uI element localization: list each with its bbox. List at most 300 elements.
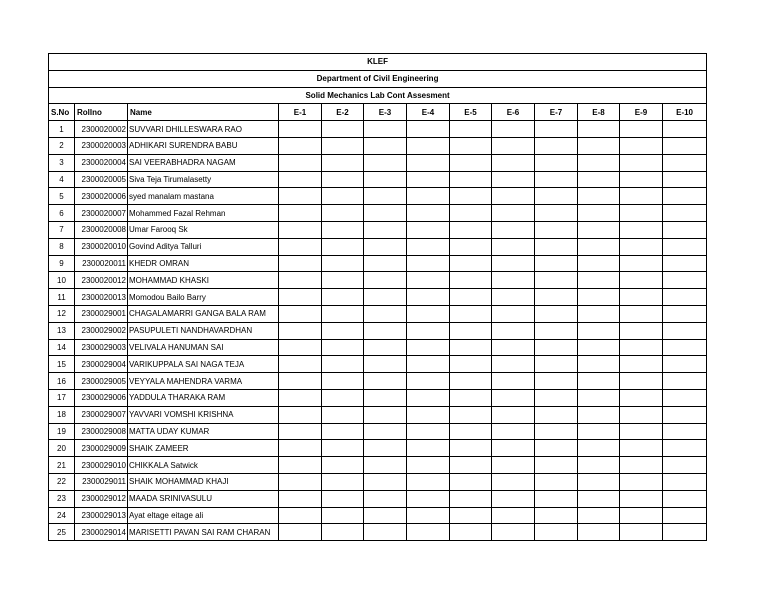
mark-cell[interactable] — [578, 507, 620, 524]
student-name-cell: MOHAMMAD KHASKI — [128, 272, 279, 289]
roll-number-cell: 2300029013 — [75, 507, 128, 524]
mark-cell[interactable] — [364, 188, 407, 205]
mark-cell[interactable] — [492, 154, 535, 171]
mark-cell[interactable] — [492, 406, 535, 423]
mark-cell[interactable] — [279, 221, 322, 238]
mark-cell[interactable] — [578, 255, 620, 272]
mark-cell[interactable] — [578, 339, 620, 356]
mark-cell[interactable] — [535, 356, 578, 373]
mark-cell[interactable] — [620, 171, 663, 188]
mark-cell[interactable] — [578, 238, 620, 255]
course-title: Solid Mechanics Lab Cont Assesment — [49, 87, 707, 104]
mark-cell[interactable] — [535, 524, 578, 541]
roll-number-cell: 2300020011 — [75, 255, 128, 272]
mark-cell[interactable] — [364, 457, 407, 474]
mark-cell[interactable] — [578, 171, 620, 188]
mark-cell[interactable] — [492, 473, 535, 490]
mark-cell[interactable] — [663, 137, 707, 154]
mark-cell[interactable] — [279, 188, 322, 205]
column-header-experiment: E-8 — [578, 104, 620, 121]
mark-cell[interactable] — [407, 356, 450, 373]
mark-cell[interactable] — [620, 137, 663, 154]
department-title: Department of Civil Engineering — [49, 70, 707, 87]
mark-cell[interactable] — [578, 389, 620, 406]
mark-cell[interactable] — [364, 406, 407, 423]
mark-cell[interactable] — [450, 524, 492, 541]
mark-cell[interactable] — [663, 423, 707, 440]
mark-cell[interactable] — [364, 221, 407, 238]
mark-cell[interactable] — [407, 305, 450, 322]
mark-cell[interactable] — [578, 457, 620, 474]
mark-cell[interactable] — [620, 305, 663, 322]
mark-cell[interactable] — [279, 289, 322, 306]
mark-cell[interactable] — [620, 373, 663, 390]
mark-cell[interactable] — [620, 473, 663, 490]
roll-number-cell: 2300029003 — [75, 339, 128, 356]
mark-cell[interactable] — [492, 238, 535, 255]
mark-cell[interactable] — [663, 221, 707, 238]
roll-number-cell: 2300029005 — [75, 373, 128, 390]
mark-cell[interactable] — [578, 272, 620, 289]
mark-cell[interactable] — [279, 423, 322, 440]
mark-cell[interactable] — [364, 137, 407, 154]
table-row — [49, 221, 707, 238]
mark-cell[interactable] — [322, 524, 364, 541]
mark-cell[interactable] — [407, 507, 450, 524]
mark-cell[interactable] — [620, 121, 663, 138]
roll-number-cell: 2300029008 — [75, 423, 128, 440]
mark-cell[interactable] — [364, 524, 407, 541]
mark-cell[interactable] — [450, 457, 492, 474]
mark-cell[interactable] — [663, 121, 707, 138]
mark-cell[interactable] — [663, 171, 707, 188]
mark-cell[interactable] — [578, 356, 620, 373]
mark-cell[interactable] — [279, 373, 322, 390]
serial-number-cell: 24 — [49, 507, 75, 524]
mark-cell[interactable] — [450, 238, 492, 255]
mark-cell[interactable] — [279, 507, 322, 524]
student-name-cell: YAVVARI VOMSHI KRISHNA — [128, 406, 279, 423]
mark-cell[interactable] — [322, 356, 364, 373]
mark-cell[interactable] — [663, 238, 707, 255]
column-header-experiment: E-9 — [620, 104, 663, 121]
mark-cell[interactable] — [450, 356, 492, 373]
mark-cell[interactable] — [364, 507, 407, 524]
mark-cell[interactable] — [492, 137, 535, 154]
mark-cell[interactable] — [322, 322, 364, 339]
mark-cell[interactable] — [620, 507, 663, 524]
mark-cell[interactable] — [407, 524, 450, 541]
mark-cell[interactable] — [322, 373, 364, 390]
mark-cell[interactable] — [450, 507, 492, 524]
mark-cell[interactable] — [663, 389, 707, 406]
mark-cell[interactable] — [279, 490, 322, 507]
mark-cell[interactable] — [620, 457, 663, 474]
mark-cell[interactable] — [535, 507, 578, 524]
mark-cell[interactable] — [492, 188, 535, 205]
mark-cell[interactable] — [663, 322, 707, 339]
mark-cell[interactable] — [407, 406, 450, 423]
mark-cell[interactable] — [578, 423, 620, 440]
mark-cell[interactable] — [535, 322, 578, 339]
mark-cell[interactable] — [492, 339, 535, 356]
mark-cell[interactable] — [663, 305, 707, 322]
mark-cell[interactable] — [407, 154, 450, 171]
table-row — [49, 406, 707, 423]
mark-cell[interactable] — [620, 188, 663, 205]
mark-cell[interactable] — [535, 272, 578, 289]
mark-cell[interactable] — [322, 389, 364, 406]
mark-cell[interactable] — [450, 154, 492, 171]
mark-cell[interactable] — [407, 255, 450, 272]
mark-cell[interactable] — [620, 440, 663, 457]
mark-cell[interactable] — [279, 255, 322, 272]
mark-cell[interactable] — [578, 305, 620, 322]
mark-cell[interactable] — [407, 389, 450, 406]
mark-cell[interactable] — [578, 406, 620, 423]
mark-cell[interactable] — [279, 205, 322, 222]
mark-cell[interactable] — [364, 305, 407, 322]
mark-cell[interactable] — [407, 339, 450, 356]
mark-cell[interactable] — [620, 272, 663, 289]
mark-cell[interactable] — [279, 272, 322, 289]
mark-cell[interactable] — [578, 137, 620, 154]
mark-cell[interactable] — [279, 238, 322, 255]
mark-cell[interactable] — [492, 221, 535, 238]
mark-cell[interactable] — [364, 121, 407, 138]
mark-cell[interactable] — [407, 121, 450, 138]
mark-cell[interactable] — [450, 423, 492, 440]
mark-cell[interactable] — [535, 305, 578, 322]
mark-cell[interactable] — [279, 473, 322, 490]
mark-cell[interactable] — [535, 238, 578, 255]
mark-cell[interactable] — [279, 154, 322, 171]
mark-cell[interactable] — [407, 490, 450, 507]
mark-cell[interactable] — [492, 255, 535, 272]
mark-cell[interactable] — [492, 356, 535, 373]
mark-cell[interactable] — [535, 289, 578, 306]
mark-cell[interactable] — [492, 205, 535, 222]
mark-cell[interactable] — [450, 440, 492, 457]
mark-cell[interactable] — [364, 373, 407, 390]
mark-cell[interactable] — [535, 121, 578, 138]
student-name-cell: Momodou Bailo Barry — [128, 289, 279, 306]
mark-cell[interactable] — [407, 423, 450, 440]
mark-cell[interactable] — [279, 406, 322, 423]
mark-cell[interactable] — [279, 457, 322, 474]
mark-cell[interactable] — [578, 154, 620, 171]
mark-cell[interactable] — [663, 473, 707, 490]
mark-cell[interactable] — [535, 137, 578, 154]
mark-cell[interactable] — [407, 137, 450, 154]
table-row — [49, 272, 707, 289]
mark-cell[interactable] — [407, 473, 450, 490]
mark-cell[interactable] — [322, 154, 364, 171]
mark-cell[interactable] — [450, 255, 492, 272]
mark-cell[interactable] — [535, 154, 578, 171]
table-row — [49, 423, 707, 440]
mark-cell[interactable] — [322, 255, 364, 272]
mark-cell[interactable] — [535, 473, 578, 490]
mark-cell[interactable] — [663, 490, 707, 507]
mark-cell[interactable] — [663, 188, 707, 205]
column-header-experiment: E-5 — [450, 104, 492, 121]
mark-cell[interactable] — [578, 289, 620, 306]
mark-cell[interactable] — [450, 121, 492, 138]
student-name-cell: Ayat eltage eitage ali — [128, 507, 279, 524]
mark-cell[interactable] — [578, 121, 620, 138]
mark-cell[interactable] — [620, 238, 663, 255]
roll-number-cell: 2300029001 — [75, 305, 128, 322]
mark-cell[interactable] — [322, 188, 364, 205]
mark-cell[interactable] — [279, 305, 322, 322]
mark-cell[interactable] — [578, 473, 620, 490]
mark-cell[interactable] — [322, 457, 364, 474]
mark-cell[interactable] — [535, 457, 578, 474]
mark-cell[interactable] — [364, 238, 407, 255]
assessment-sheet — [48, 53, 707, 541]
mark-cell[interactable] — [322, 507, 364, 524]
table-row — [49, 305, 707, 322]
mark-cell[interactable] — [450, 322, 492, 339]
serial-number-cell: 12 — [49, 305, 75, 322]
mark-cell[interactable] — [492, 373, 535, 390]
mark-cell[interactable] — [322, 137, 364, 154]
mark-cell[interactable] — [492, 289, 535, 306]
mark-cell[interactable] — [364, 154, 407, 171]
mark-cell[interactable] — [450, 221, 492, 238]
mark-cell[interactable] — [535, 440, 578, 457]
mark-cell[interactable] — [322, 289, 364, 306]
mark-cell[interactable] — [322, 406, 364, 423]
mark-cell[interactable] — [492, 171, 535, 188]
mark-cell[interactable] — [450, 389, 492, 406]
mark-cell[interactable] — [364, 473, 407, 490]
mark-cell[interactable] — [578, 322, 620, 339]
mark-cell[interactable] — [322, 238, 364, 255]
mark-cell[interactable] — [535, 490, 578, 507]
mark-cell[interactable] — [663, 457, 707, 474]
mark-cell[interactable] — [620, 423, 663, 440]
mark-cell[interactable] — [407, 373, 450, 390]
mark-cell[interactable] — [663, 373, 707, 390]
mark-cell[interactable] — [322, 221, 364, 238]
mark-cell[interactable] — [450, 339, 492, 356]
mark-cell[interactable] — [620, 289, 663, 306]
mark-cell[interactable] — [322, 305, 364, 322]
serial-number-cell: 8 — [49, 238, 75, 255]
mark-cell[interactable] — [364, 255, 407, 272]
mark-cell[interactable] — [279, 171, 322, 188]
mark-cell[interactable] — [407, 322, 450, 339]
mark-cell[interactable] — [322, 423, 364, 440]
mark-cell[interactable] — [450, 406, 492, 423]
student-name-cell: syed manalam mastana — [128, 188, 279, 205]
mark-cell[interactable] — [535, 171, 578, 188]
roll-number-cell: 2300029007 — [75, 406, 128, 423]
table-row — [49, 137, 707, 154]
mark-cell[interactable] — [364, 490, 407, 507]
mark-cell[interactable] — [322, 205, 364, 222]
mark-cell[interactable] — [492, 389, 535, 406]
mark-cell[interactable] — [663, 440, 707, 457]
serial-number-cell: 6 — [49, 205, 75, 222]
mark-cell[interactable] — [279, 356, 322, 373]
mark-cell[interactable] — [364, 322, 407, 339]
mark-cell[interactable] — [578, 490, 620, 507]
mark-cell[interactable] — [578, 205, 620, 222]
student-name-cell: MAADA SRINIVASULU — [128, 490, 279, 507]
table-row — [49, 356, 707, 373]
mark-cell[interactable] — [620, 221, 663, 238]
mark-cell[interactable] — [407, 171, 450, 188]
mark-cell[interactable] — [663, 507, 707, 524]
mark-cell[interactable] — [535, 255, 578, 272]
mark-cell[interactable] — [492, 423, 535, 440]
mark-cell[interactable] — [450, 473, 492, 490]
mark-cell[interactable] — [535, 389, 578, 406]
mark-cell[interactable] — [407, 289, 450, 306]
mark-cell[interactable] — [620, 524, 663, 541]
mark-cell[interactable] — [279, 322, 322, 339]
student-name-cell: SAI VEERABHADRA NAGAM — [128, 154, 279, 171]
column-header-experiment: E-4 — [407, 104, 450, 121]
mark-cell[interactable] — [322, 440, 364, 457]
serial-number-cell: 4 — [49, 171, 75, 188]
student-name-cell: VARIKUPPALA SAI NAGA TEJA — [128, 356, 279, 373]
mark-cell[interactable] — [578, 373, 620, 390]
mark-cell[interactable] — [364, 389, 407, 406]
roll-number-cell: 2300029014 — [75, 524, 128, 541]
mark-cell[interactable] — [450, 490, 492, 507]
mark-cell[interactable] — [578, 221, 620, 238]
roll-number-cell: 2300029002 — [75, 322, 128, 339]
mark-cell[interactable] — [663, 524, 707, 541]
mark-cell[interactable] — [407, 457, 450, 474]
mark-cell[interactable] — [407, 238, 450, 255]
mark-cell[interactable] — [279, 121, 322, 138]
mark-cell[interactable] — [322, 473, 364, 490]
roll-number-cell: 2300020002 — [75, 121, 128, 138]
mark-cell[interactable] — [663, 205, 707, 222]
column-header-rollno: Rollno — [75, 104, 128, 121]
mark-cell[interactable] — [322, 490, 364, 507]
mark-cell[interactable] — [620, 322, 663, 339]
mark-cell[interactable] — [492, 440, 535, 457]
mark-cell[interactable] — [535, 373, 578, 390]
mark-cell[interactable] — [492, 322, 535, 339]
mark-cell[interactable] — [450, 272, 492, 289]
mark-cell[interactable] — [535, 221, 578, 238]
mark-cell[interactable] — [279, 389, 322, 406]
mark-cell[interactable] — [407, 188, 450, 205]
roll-number-cell: 2300029011 — [75, 473, 128, 490]
mark-cell[interactable] — [279, 440, 322, 457]
mark-cell[interactable] — [663, 356, 707, 373]
mark-cell[interactable] — [279, 137, 322, 154]
mark-cell[interactable] — [663, 339, 707, 356]
table-row — [49, 473, 707, 490]
mark-cell[interactable] — [322, 272, 364, 289]
mark-cell[interactable] — [578, 440, 620, 457]
mark-cell[interactable] — [450, 137, 492, 154]
mark-cell[interactable] — [578, 524, 620, 541]
serial-number-cell: 10 — [49, 272, 75, 289]
mark-cell[interactable] — [620, 339, 663, 356]
mark-cell[interactable] — [535, 188, 578, 205]
mark-cell[interactable] — [492, 305, 535, 322]
mark-cell[interactable] — [663, 289, 707, 306]
mark-cell[interactable] — [364, 272, 407, 289]
mark-cell[interactable] — [663, 272, 707, 289]
table-row — [49, 255, 707, 272]
serial-number-cell: 3 — [49, 154, 75, 171]
mark-cell[interactable] — [492, 524, 535, 541]
student-name-cell: Govind Aditya Talluri — [128, 238, 279, 255]
serial-number-cell: 21 — [49, 457, 75, 474]
mark-cell[interactable] — [364, 339, 407, 356]
mark-cell[interactable] — [450, 305, 492, 322]
mark-cell[interactable] — [322, 121, 364, 138]
mark-cell[interactable] — [407, 440, 450, 457]
serial-number-cell: 20 — [49, 440, 75, 457]
mark-cell[interactable] — [450, 205, 492, 222]
mark-cell[interactable] — [578, 188, 620, 205]
mark-cell[interactable] — [535, 406, 578, 423]
mark-cell[interactable] — [620, 205, 663, 222]
mark-cell[interactable] — [620, 255, 663, 272]
mark-cell[interactable] — [364, 289, 407, 306]
mark-cell[interactable] — [450, 289, 492, 306]
mark-cell[interactable] — [620, 389, 663, 406]
mark-cell[interactable] — [620, 406, 663, 423]
mark-cell[interactable] — [492, 272, 535, 289]
mark-cell[interactable] — [407, 272, 450, 289]
mark-cell[interactable] — [535, 339, 578, 356]
mark-cell[interactable] — [620, 490, 663, 507]
mark-cell[interactable] — [279, 524, 322, 541]
mark-cell[interactable] — [322, 339, 364, 356]
mark-cell[interactable] — [322, 171, 364, 188]
mark-cell[interactable] — [620, 154, 663, 171]
mark-cell[interactable] — [450, 373, 492, 390]
serial-number-cell: 14 — [49, 339, 75, 356]
mark-cell[interactable] — [620, 356, 663, 373]
mark-cell[interactable] — [492, 457, 535, 474]
mark-cell[interactable] — [535, 423, 578, 440]
mark-cell[interactable] — [663, 406, 707, 423]
mark-cell[interactable] — [364, 440, 407, 457]
mark-cell[interactable] — [364, 423, 407, 440]
roll-number-cell: 2300029010 — [75, 457, 128, 474]
mark-cell[interactable] — [535, 205, 578, 222]
mark-cell[interactable] — [364, 171, 407, 188]
mark-cell[interactable] — [364, 356, 407, 373]
mark-cell[interactable] — [663, 255, 707, 272]
table-row — [49, 154, 707, 171]
mark-cell[interactable] — [364, 205, 407, 222]
mark-cell[interactable] — [407, 205, 450, 222]
mark-cell[interactable] — [492, 490, 535, 507]
mark-cell[interactable] — [492, 507, 535, 524]
student-name-cell: CHAGALAMARRI GANGA BALA RAM — [128, 305, 279, 322]
mark-cell[interactable] — [407, 221, 450, 238]
mark-cell[interactable] — [279, 339, 322, 356]
mark-cell[interactable] — [450, 171, 492, 188]
mark-cell[interactable] — [663, 154, 707, 171]
mark-cell[interactable] — [450, 188, 492, 205]
mark-cell[interactable] — [492, 121, 535, 138]
